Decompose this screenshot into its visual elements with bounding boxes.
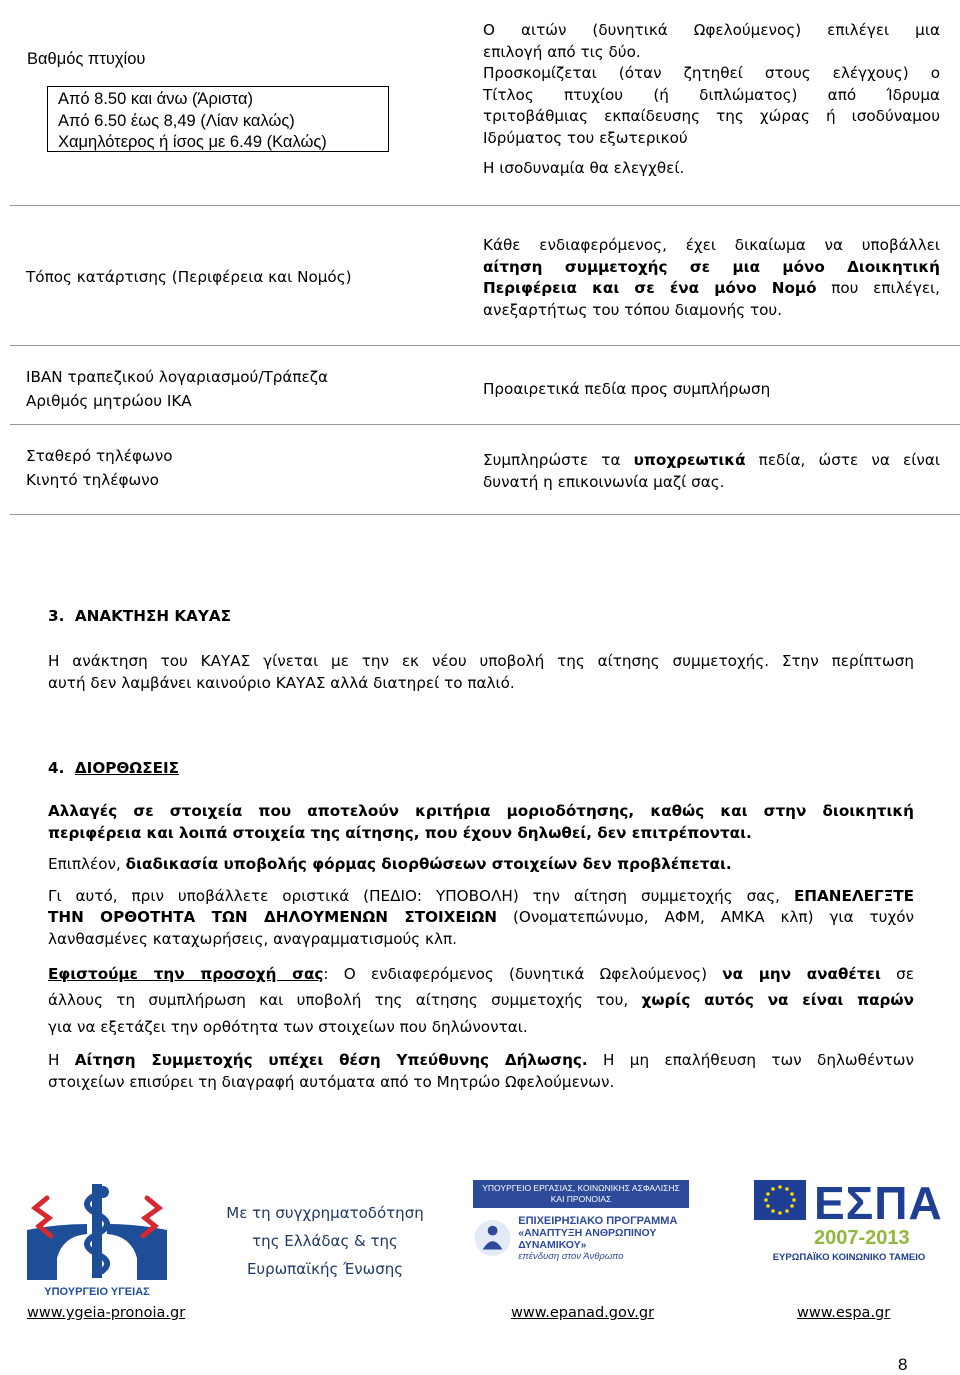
eu-flag-icon	[754, 1180, 806, 1240]
optional-fields-note: Προαιρετικά πεδία προς συμπλήρωση	[483, 380, 771, 398]
corrections-paragraph-4: Εφιστούμε την προσοχή σας: Ο ενδιαφερόμενος (δυνητικά Ωφελούμενος) να μην αναθέτει σε άλλους τη συμπλήρωση και υποβολή της αίτησης συμμετοχής του, χωρίς αυτός να είναι παρών για να εξετάζει την ορθότητα των στοιχείων που δηλώνονται.	[48, 964, 914, 1036]
corrections-paragraph-5: Η Αίτηση Συμμετοχής υπέχει θέση Υπεύθυνης Δήλωσης. Η μη επαλήθευση των δηλωθέντων στοιχείων επισύρει τη διαγραφή αυτόματα από το Μητρώο Ωφελούμενων.	[48, 1051, 914, 1091]
corrections-paragraph-3: Γι αυτό, πριν υποβάλλετε οριστικά (ΠΕΔΙΟ: ΥΠΟΒΟΛΗ) την αίτηση συμμετοχής σας, ΕΠΑΝΕΛΕΓΞΤΕ ΤΗΝ ΟΡΘΟΤΗΤΑ ΤΩΝ ΔΗΛΟΥΜΕΝΩΝ ΣΤΟΙΧΕΙΩΝ (Ονοματεπώνυμο, ΑΦΜ, ΑΜΚΑ κλπ) για τυχόν λανθασμένες καταχωρήσεις, αναγραμματισμούς κλπ.	[48, 886, 914, 948]
espa-link[interactable]: www.espa.gr	[797, 1305, 891, 1321]
section-3-body: Η ανάκτηση του ΚΑΥΑΣ γίνεται με την εκ νέου υποβολή της αίτησης συμμετοχής. Στην περίπτωση αυτή δεν λαμβάνει καινούριο ΚΑΥΑΣ αλλά διατηρεί το παλιό.	[48, 652, 914, 692]
grade-option: Από 6.50 έως 8,49 (Λίαν καλώς)	[58, 111, 295, 130]
grade-option: Χαμηλότερος ή ίσος με 6.49 (Καλώς)	[58, 133, 327, 151]
degree-grade-description: Ο αιτών (δυνητικά Ωφελούμενος) επιλέγει μια επιλογή από τις δύο. Προσκομίζεται (όταν ζητηθεί στους ελέγχους) ο Τίτλος πτυχίου (ή διπλώματος) από Ίδρυμα τριτοβάθμιας εκπαίδευσης της χώρας ή ισοδύναμου Ιδρύματος του εξωτερικού Η ισοδυναμία θα ελεγχθεί.	[483, 20, 940, 179]
grade-option: Από 8.50 και άνω (Άριστα)	[58, 90, 254, 108]
degree-grade-label: Βαθμός πτυχίου	[27, 50, 146, 68]
mandatory-fields-note: Συμπληρώστε τα υποχρεωτικά πεδία, ώστε να είναι δυνατή η επικοινωνία μαζί σας.	[483, 451, 940, 491]
espa-logo: ΕΣΠΑ 2007-2013 ΕΥΡΩΠΑΪΚΟ ΚΟΙΝΩΝΙΚΟ ΤΑΜΕΙΟ	[754, 1180, 944, 1290]
operational-programme-logo: ΥΠΟΥΡΓΕΙΟ ΕΡΓΑΣΙΑΣ, ΚΟΙΝΩΝΙΚΗΣ ΑΣΦΑΛΙΣΗΣ ΚΑΙ ΠΡΟΝΟΙΑΣ ΕΠΙΧΕΙΡΗΣΙΑΚΟ ΠΡΟΓΡΑΜΜΑ «ΑΝΑΠΤΥΞΗ ΑΝΘΡΩΠΙΝΟΥ ΔΥΝΑΜΙΚΟΥ» επένδυση στον Άνθρωπο	[473, 1180, 689, 1290]
cofunding-note: Με τη συγχρηματοδότηση της Ελλάδας & της Ευρωπαϊκής Ένωσης	[226, 1204, 424, 1278]
ministry-of-health-logo: ΥΠΟΥΡΓΕΙΟ ΥΓΕΙΑΣ	[27, 1180, 167, 1295]
health-emblem-icon	[27, 1180, 167, 1280]
table-divider	[10, 345, 960, 346]
corrections-paragraph-2: Επιπλέον, διαδικασία υποβολής φόρμας διορθώσεων στοιχείων δεν προβλέπεται.	[48, 855, 732, 874]
section-4-heading: 4. ΔΙΟΡΘΩΣΕΙΣ	[48, 759, 179, 777]
iban-ika-label: IBAN τραπεζικού λογαριασμού/Τράπεζα Αριθμός μητρώου ΙΚΑ	[26, 368, 328, 410]
table-divider	[10, 424, 960, 425]
equivalence-note: Η ισοδυναμία θα ελεγχθεί.	[483, 158, 685, 177]
grade-options-box	[47, 86, 389, 152]
corrections-paragraph-1: Αλλαγές σε στοιχεία που αποτελούν κριτήρια μοριοδότησης, καθώς και στην διοικητική περιφέρεια και λοιπά στοιχεία της αίτησης, που έχουν δηλωθεί, δεν επιτρέπονται.	[48, 802, 914, 842]
table-divider	[10, 205, 960, 206]
epanad-link[interactable]: www.epanad.gov.gr	[511, 1305, 655, 1321]
ygeia-pronoia-link[interactable]: www.ygeia-pronoia.gr	[27, 1305, 186, 1321]
page-number: 8	[898, 1355, 908, 1374]
table-divider	[10, 514, 960, 515]
section-3-heading: 3. ΑΝΑΚΤΗΣΗ ΚΑΥΑΣ	[48, 607, 232, 625]
training-location-label: Τόπος κατάρτισης (Περιφέρεια και Νομός)	[26, 268, 352, 286]
section-4-body	[48, 801, 914, 1093]
training-location-description: Κάθε ενδιαφερόμενος, έχει δικαίωμα να υποβάλλει αίτηση συμμετοχής σε μια μόνο Διοικητική Περιφέρεια και σε ένα μόνο Νομό που επιλέγει, ανεξαρτήτως του τόπου διαμονής του.	[483, 236, 941, 319]
programme-emblem-icon	[473, 1214, 512, 1262]
phone-labels: Σταθερό τηλέφωνο Κινητό τηλέφωνο	[26, 447, 173, 489]
